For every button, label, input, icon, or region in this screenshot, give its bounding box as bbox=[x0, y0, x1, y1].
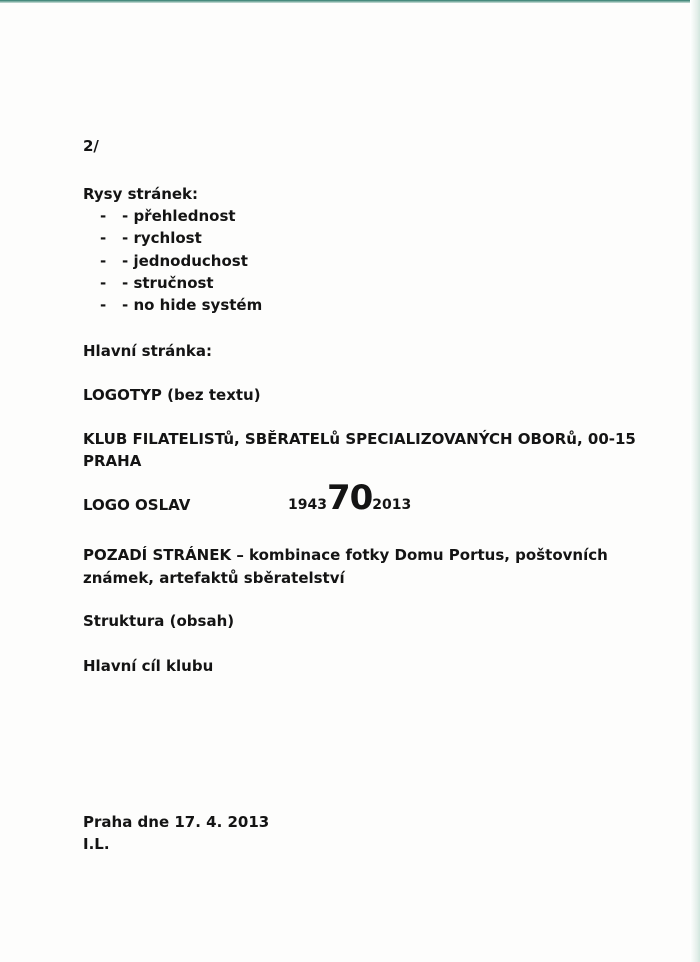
list-item bbox=[100, 294, 262, 316]
list-item bbox=[100, 205, 262, 227]
logo-anniversary-number: 70 bbox=[326, 478, 373, 518]
main-goal-item: Hlavní cíl klubu bbox=[83, 657, 214, 675]
page-number: 2/ bbox=[83, 137, 99, 155]
list-item-text: - stručnost bbox=[122, 273, 214, 292]
list-item-text: - rychlost bbox=[122, 229, 202, 248]
list-bullet: - bbox=[100, 229, 107, 248]
list-item-text: - no hide systém bbox=[122, 296, 263, 315]
background-line-1: POZADÍ STRÁNEK – kombinace fotky Domu Portus, poštovních bbox=[83, 546, 608, 564]
list-item-text: - přehlednost bbox=[122, 207, 236, 225]
list-item-text: - jednoduchost bbox=[122, 251, 248, 270]
list-item bbox=[100, 227, 262, 249]
scan-edge-right bbox=[690, 0, 700, 962]
celebration-logo bbox=[288, 478, 411, 518]
list-item bbox=[100, 250, 262, 272]
logotype-item: LOGOTYP (bez textu) bbox=[83, 386, 261, 404]
structure-item: Struktura (obsah) bbox=[83, 612, 235, 630]
list-bullet: - bbox=[100, 251, 107, 270]
scan-edge-top bbox=[0, 0, 700, 3]
features-list bbox=[100, 205, 262, 316]
background-line-2: známek, artefaktů sběratelství bbox=[83, 569, 345, 587]
main-page-heading: Hlavní stránka: bbox=[83, 342, 213, 360]
list-bullet: - bbox=[100, 296, 107, 315]
signature-initials: I.L. bbox=[83, 835, 110, 853]
list-bullet: - bbox=[100, 273, 107, 292]
celebration-logo-label: LOGO OSLAV bbox=[83, 496, 191, 514]
list-bullet: - bbox=[100, 207, 107, 225]
logo-year-end: 2013 bbox=[372, 497, 412, 513]
place-date: Praha dne 17. 4. 2013 bbox=[83, 813, 270, 831]
list-item bbox=[100, 272, 262, 294]
features-heading: Rysy stránek: bbox=[83, 185, 199, 203]
club-name-line-1: KLUB FILATELISTů, SBĚRATELů SPECIALIZOVANÝCH OBORů, 00-15 bbox=[83, 430, 636, 448]
logo-year-start: 1943 bbox=[288, 497, 327, 513]
club-name-line-2: PRAHA bbox=[83, 452, 142, 470]
